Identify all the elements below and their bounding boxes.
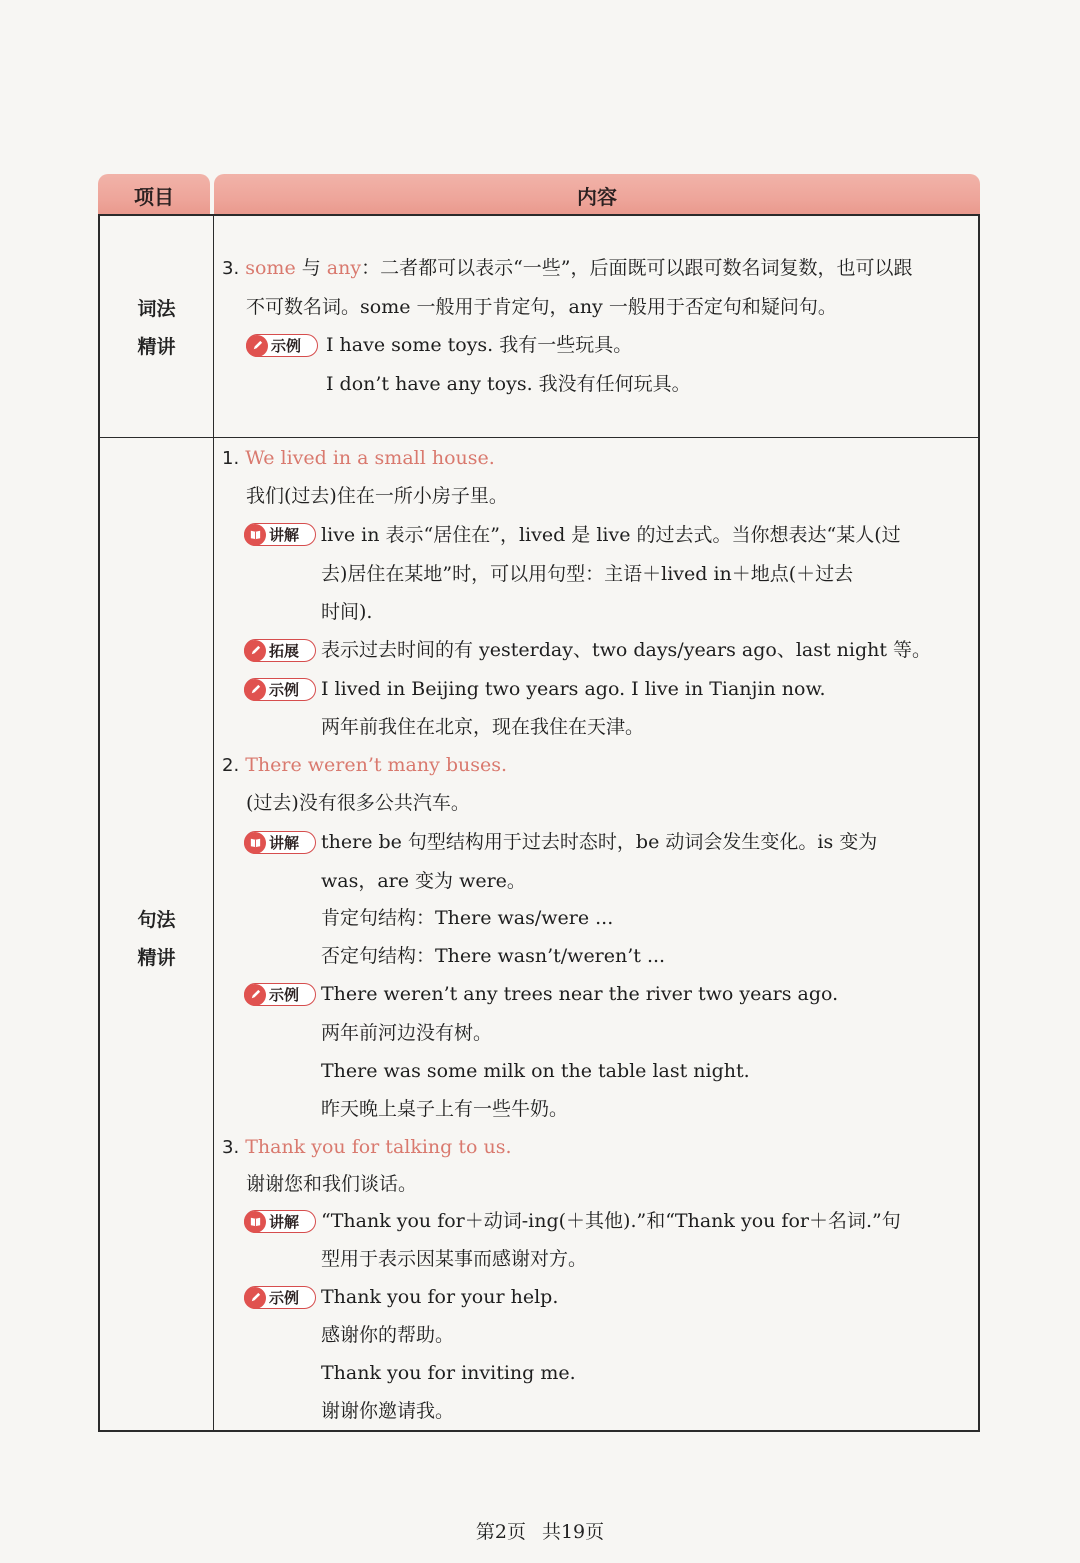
tag-label: 讲解 — [269, 834, 300, 852]
tag-label: 示例 — [271, 337, 302, 355]
item-number: 2. — [222, 755, 240, 776]
example-tag — [244, 678, 316, 701]
syntax-item1-extend: 表示过去时间的有 yesterday、two days/years ago、last night 等。 — [321, 639, 932, 661]
vocab-label — [100, 290, 213, 366]
key-sentence: There weren’t many buses. — [245, 754, 508, 776]
item-number: 3. — [222, 1137, 240, 1158]
syntax-item2-explain-line2: was，are 变为 were。 — [321, 870, 526, 892]
item-number: 1. — [222, 448, 240, 469]
syntax-item1-example-line2: 两年前我住在北京，现在我住在天津。 — [321, 716, 645, 738]
total-pages: 共19页 — [541, 1521, 605, 1543]
vocab-example2: I don’t have any toys. 我没有任何玩具。 — [326, 373, 691, 395]
syntax-item1-example-line1: I lived in Beijing two years ago. I live in Tianjin now. — [321, 678, 826, 700]
column-divider — [213, 216, 214, 1430]
syntax-item2-example-line2: 两年前河边没有树。 — [321, 1022, 493, 1044]
header-item: 项目 — [98, 174, 210, 216]
explain-tag — [244, 523, 316, 546]
item-number: 3. — [222, 258, 240, 279]
syntax-item1-translation: 我们(过去)住在一所小房子里。 — [246, 485, 508, 507]
syntax-item3-example-line2: 感谢你的帮助。 — [321, 1324, 455, 1346]
syntax-item2-title — [222, 753, 507, 778]
page-number: 第2页 — [475, 1521, 526, 1543]
syntax-item2-explain-line1: there be 句型结构用于过去时态时，be 动词会发生变化。is 变为 — [321, 831, 878, 853]
syntax-item1-explain-line1: live in 表示“居住在”，lived 是 live 的过去式。当你想表达“某人(过 — [321, 524, 901, 546]
syntax-item3-example-line3: Thank you for inviting me. — [321, 1362, 576, 1384]
syntax-item1-title — [222, 446, 495, 471]
keyword-any: any — [326, 257, 362, 279]
page-footer — [0, 1517, 1080, 1544]
tag-label: 拓展 — [269, 642, 300, 660]
syntax-item3-example-line4: 谢谢你邀请我。 — [321, 1400, 455, 1422]
syntax-label — [100, 901, 213, 977]
syntax-item3-translation: 谢谢您和我们谈话。 — [246, 1173, 418, 1195]
pencil-icon — [244, 984, 266, 1006]
vocab-label-line1: 词法 — [137, 298, 176, 320]
syntax-item2-example-line3: There was some milk on the table last night. — [321, 1060, 750, 1082]
tag-label: 示例 — [269, 986, 300, 1004]
connector-text: 与 — [295, 257, 327, 279]
tag-label: 讲解 — [269, 1213, 300, 1231]
syntax-label-line2: 精讲 — [137, 947, 176, 969]
header-content: 内容 — [214, 174, 980, 216]
syntax-label-line1: 句法 — [137, 909, 176, 931]
pencil-icon — [244, 640, 266, 662]
syntax-item1-explain-line2: 去)居住在某地”时，可以用句型：主语＋lived in＋地点(＋过去 — [321, 563, 854, 585]
example-tag — [244, 1286, 316, 1309]
vocab-item3-line2: 不可数名词。some 一般用于肯定句，any 一般用于否定句和疑问句。 — [246, 296, 837, 318]
example-tag — [246, 334, 318, 357]
pencil-icon — [244, 1287, 266, 1309]
syntax-item2-explain-line4: 否定句结构：There wasn’t/weren’t ... — [321, 945, 666, 967]
pencil-icon — [246, 335, 268, 357]
extend-tag — [244, 639, 316, 662]
book-icon — [244, 832, 266, 854]
table-header — [98, 174, 980, 216]
vocab-item3-text: ：二者都可以表示“一些”，后面既可以跟可数名词复数，也可以跟 — [361, 257, 913, 279]
syntax-item3-explain-line2: 型用于表示因某事而感谢对方。 — [321, 1248, 588, 1270]
row-divider — [100, 437, 978, 438]
syntax-item2-example-line1: There weren’t any trees near the river two years ago. — [321, 983, 839, 1005]
vocab-example1: I have some toys. 我有一些玩具。 — [326, 334, 633, 356]
syntax-item1-explain-line3: 时间). — [321, 601, 373, 623]
syntax-item2-example-line4: 昨天晚上桌子上有一些牛奶。 — [321, 1098, 569, 1120]
explain-tag — [244, 831, 316, 854]
pencil-icon — [244, 679, 266, 701]
syntax-item3-explain-line1: “Thank you for＋动词-ing(＋其他).”和“Thank you for＋名词.”句 — [321, 1210, 901, 1232]
key-sentence: Thank you for talking to us. — [245, 1136, 512, 1158]
syntax-item2-translation: (过去)没有很多公共汽车。 — [246, 792, 470, 814]
keyword-some: some — [245, 257, 296, 279]
syntax-item3-title — [222, 1135, 512, 1160]
book-icon — [244, 1211, 266, 1233]
explain-tag — [244, 1210, 316, 1233]
vocab-item3-line1 — [222, 256, 913, 281]
vocab-label-line2: 精讲 — [137, 336, 176, 358]
example-tag — [244, 983, 316, 1006]
tag-label: 示例 — [269, 681, 300, 699]
tag-label: 示例 — [269, 1289, 300, 1307]
syntax-item2-explain-line3: 肯定句结构：There was/were ... — [321, 907, 614, 929]
key-sentence: We lived in a small house. — [245, 447, 495, 469]
syntax-item3-example-line1: Thank you for your help. — [321, 1286, 559, 1308]
tag-label: 讲解 — [269, 526, 300, 544]
book-icon — [244, 524, 266, 546]
